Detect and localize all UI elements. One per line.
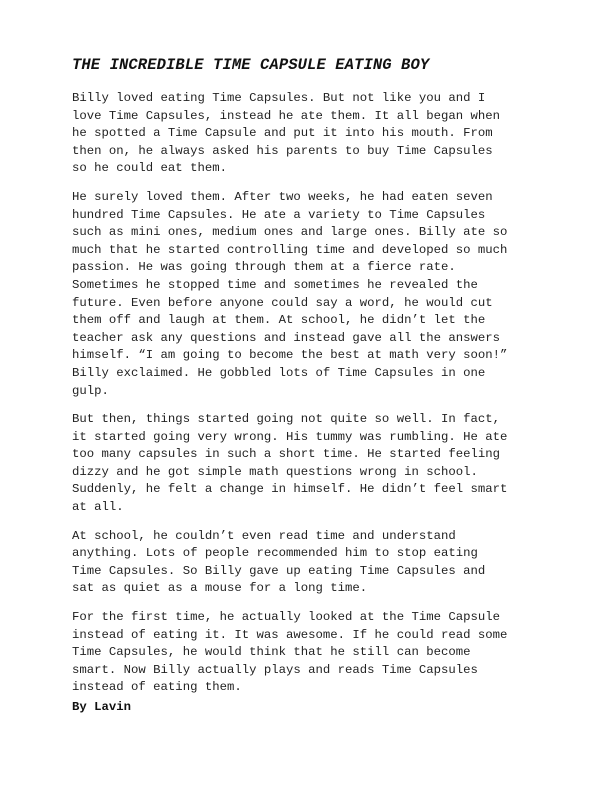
- author-byline: By Lavin: [72, 700, 132, 714]
- paragraph-5: For the first time, he actually looked at the Time Capsule instead of eating it. It was awesome. If he could read some Time Capsules, he would think that he still can become smart. Now Billy actually plays and reads Time Capsules instead of eating them.: [72, 610, 508, 695]
- paragraph-1: Billy loved eating Time Capsules. But not like you and I love Time Capsules, instead he ate them. It all began when he spotted a Time Capsule and put it into his mouth. From then on, he always asked his parents to buy Time Capsules so he could eat them.: [72, 91, 501, 176]
- paragraph-4: At school, he couldn’t even read time and understand anything. Lots of people recommended him to stop eating Time Capsules. So Billy gave up eating Time Capsules and sat as quiet as a mouse for a long time.: [72, 528, 486, 596]
- paragraph-3: But then, things started going not quite so well. In fact, it started going very wrong. His tummy was rumbling. He ate too many capsules in such a short time. He started feeling dizzy and he got simple math questions wrong in school. Suddenly, he felt a change in himself. He didn’t feel smart at all.: [72, 412, 508, 515]
- paragraph-2: He surely loved them. After two weeks, he had eaten seven hundred Time Capsules. He ate a variety to Time Capsules such as mini ones, medium ones and large ones. Billy ate so much that he started controlling time and developed so much passion. He was going through them at a fierce rate. Sometimes he stopped time and sometimes he revealed the future. Even before anyone could say a word, he would cut them off and laugh at them. At school, he didn’t let the teacher ask any questions and instead gave all the answers himself. “I am going to become the best at math very soon!” Billy exclaimed. He gobbled lots of Time Capsules in one gulp.: [72, 189, 508, 398]
- document-page: [72, 56, 542, 708]
- story-title: THE INCREDIBLE TIME CAPSULE EATING BOY: [72, 56, 430, 74]
